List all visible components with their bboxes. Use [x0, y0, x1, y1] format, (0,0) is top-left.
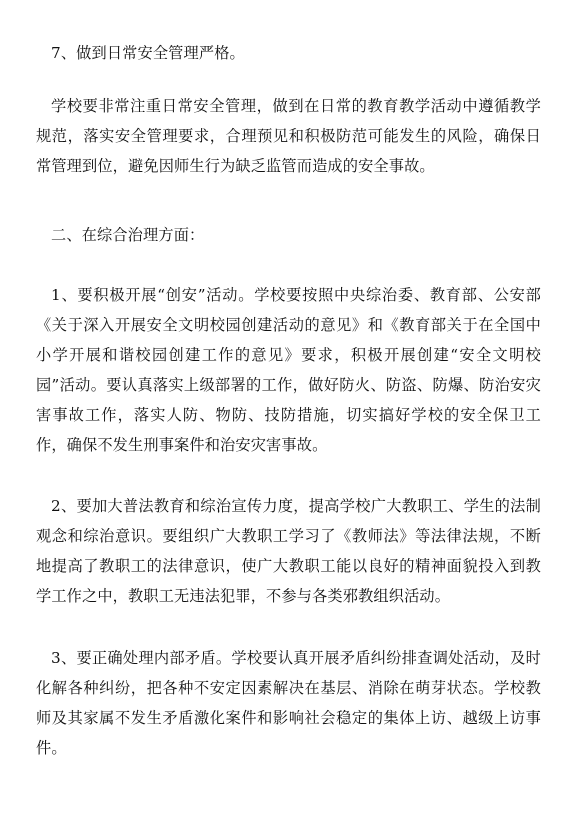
paragraph-item-2: 2、要加大普法教育和综治宣传力度，提高学校广大教职工、学生的法制观念和综治意识。要组织广大教职工学习了《教师法》等法律法规，不断地提高了教职工的法律意识，使广大教职工能以良好的精神面貌投入到教学工作之中，教职工无违法犯罪，不参与各类邪教组织活动。 — [36, 497, 541, 605]
section-heading-comprehensive-governance: 二、在综合治理方面： — [51, 226, 205, 244]
paragraph-daily-safety: 学校要非常注重日常安全管理，做到在日常的教育教学活动中遵循教学规范，落实安全管理要求，合理预见和积极防范可能发生的风险，确保日常管理到位，避免因师生行为缺乏监管而造成的安全事故。 — [36, 97, 541, 175]
paragraph-item-3: 3、要正确处理内部矛盾。学校要认真开展矛盾纠纷排查调处活动，及时化解各种纠纷，把各种不安定因素解决在基层、消除在萌芽状态。学校教师及其家属不发生矛盾激化案件和影响社会稳定的集体上访、越级上访事件。 — [36, 649, 541, 757]
paragraph-item-7: 7、做到日常安全管理严格。 — [51, 44, 245, 62]
paragraph-item-1: 1、要积极开展“创安”活动。学校要按照中央综治委、教育部、公安部《关于深入开展安全文明校园创建活动的意见》和《教育部关于在全国中小学开展和谐校园创建工作的意见》要求，积极开展创建“安全文明校园”活动。要认真落实上级部署的工作，做好防火、防盗、防爆、防治安灾害事故工作，落实人防、物防、技防措施，切实搞好学校的安全保卫工作，确保不发生刑事案件和治安灾害事故。 — [36, 286, 541, 454]
